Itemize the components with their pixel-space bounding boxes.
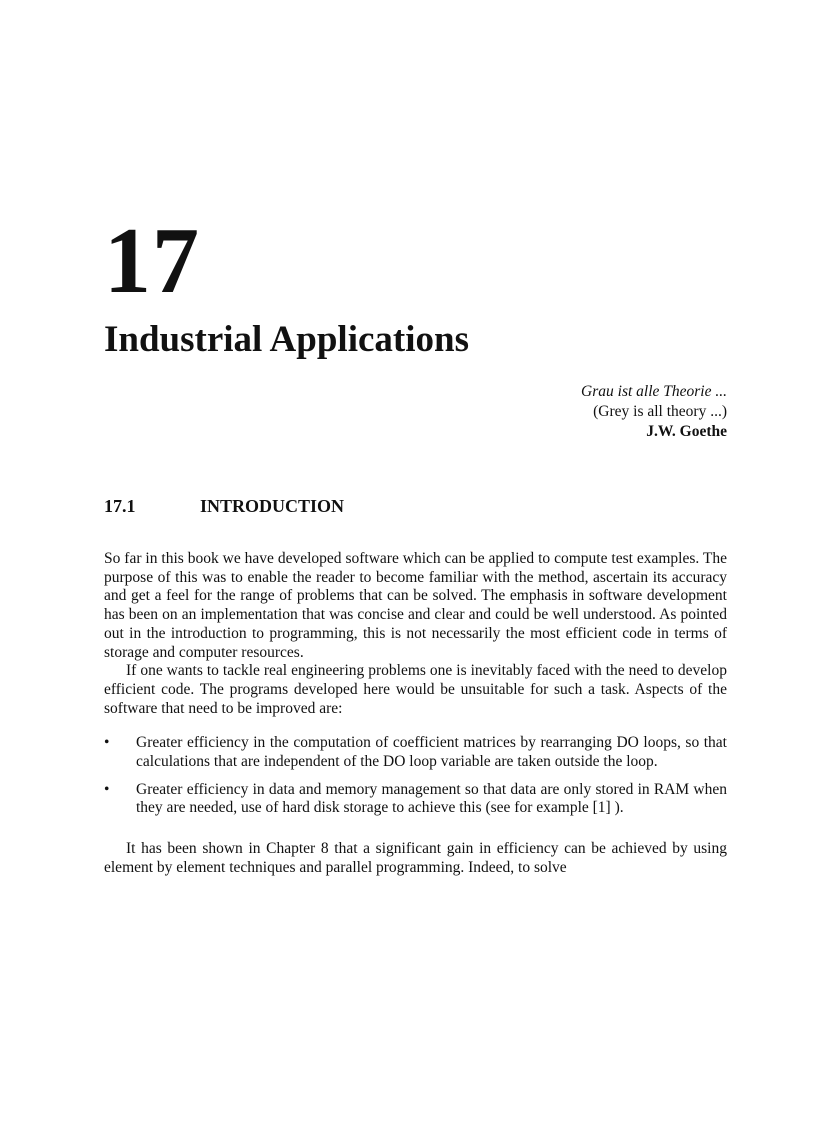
section-title: INTRODUCTION [200, 496, 345, 516]
section-number: 17.1 [104, 496, 136, 516]
list-item-text: Greater efficiency in data and memory management so that data are only stored in RAM when they are needed, use of hard disk storage to achieve this (see for example [1] ). [136, 780, 727, 817]
bullet-icon: • [104, 734, 110, 752]
chapter-title: Industrial Applications [104, 319, 469, 360]
list-item [104, 734, 727, 771]
body-text [104, 550, 727, 878]
chapter-number: 17 [104, 209, 200, 313]
epigraph-quote-original: Grau ist alle Theorie ... [581, 383, 727, 400]
paragraph-1: So far in this book we have developed software which can be applied to compute test examples. The purpose of this was to enable the reader to become familiar with the method, ascertain its accuracy and get a feel for the range of problems that can be solved. The emphasis in software development has been on an implementation that was concise and clear and could be well understood. As pointed out in the introduction to programming, this is not necessarily the most efficient code in terms of storage and computer resources. [104, 550, 727, 661]
section-heading [104, 496, 344, 517]
list-item-text: Greater efficiency in the computation of coefficient matrices by rearranging DO loops, so that calculations that are independent of the DO loop variable are taken outside the loop. [136, 734, 727, 771]
bullet-list [104, 734, 727, 818]
epigraph-quote-translation: (Grey is all theory ...) [593, 403, 727, 420]
epigraph [581, 382, 727, 442]
list-item [104, 781, 727, 818]
paragraph-2: If one wants to tackle real engineering problems one is inevitably faced with the need to develop efficient code. The programs developed here would be unsuitable for such a task. Aspects of the software that need to be improved are: [104, 662, 727, 717]
paragraph-3: It has been shown in Chapter 8 that a significant gain in efficiency can be achieved by using element by element techniques and parallel programming. Indeed, to solve [104, 840, 727, 876]
bullet-icon: • [104, 780, 110, 798]
epigraph-author: J.W. Goethe [646, 423, 727, 440]
